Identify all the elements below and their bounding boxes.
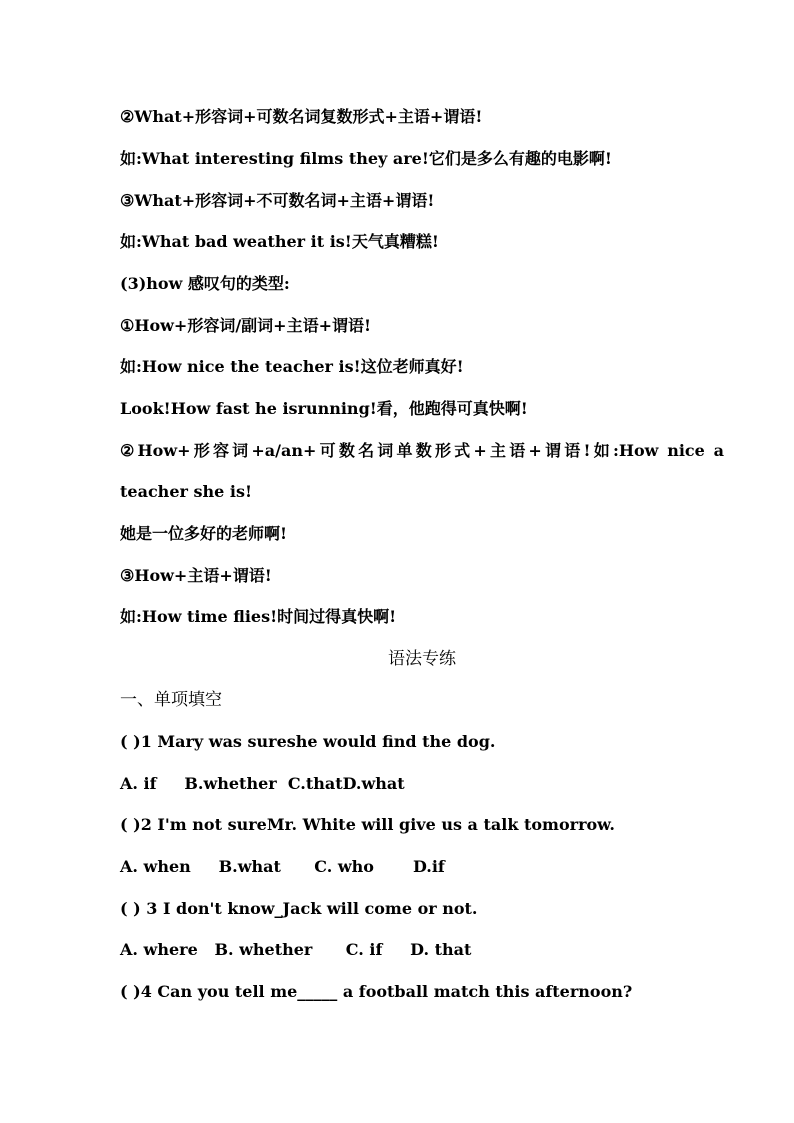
rule-how-a-an: ②How+形容词+a/an+可数名词单数形式+主语+谓语!如:How nice a [120, 441, 724, 460]
question-stem: ( )4 Can you tell me_____ a football match this afternoon? [120, 982, 633, 1001]
question-stem: ( )2 I'm not sureMr. White will give us a talk tomorrow. [120, 815, 615, 834]
how-type-heading: (3)how 感叹句的类型: [120, 274, 290, 293]
rule-how-a-an-continued: teacher she is! [120, 482, 252, 501]
question-stem: ( )1 Mary was sureshe would find the dog. [120, 732, 496, 751]
example-how-a-an-chinese: 她是一位多好的老师啊! [120, 524, 288, 543]
example-how-adjective-1: 如:How nice the teacher is!这位老师真好! [120, 357, 464, 376]
rule-how-subject: ③How+主语+谓语! [120, 566, 272, 585]
exercise-title: 语法专练 [388, 649, 456, 669]
example-what-uncountable: 如:What bad weather it is!天气真糟糕! [120, 232, 439, 251]
example-how-subject: 如:How time flies!时间过得真快啊! [120, 607, 397, 626]
question-options: A. where B. whether C. if D. that [120, 940, 472, 959]
section-heading: 一、单项填空 [120, 690, 222, 710]
example-what-plural: 如:What interesting films they are!它们是多么有趣的电影啊! [120, 149, 612, 168]
rule-what-plural: ②What+形容词+可数名词复数形式+主语+谓语! [120, 107, 483, 126]
question-stem: ( ) 3 I don't know_Jack will come or not. [120, 899, 478, 918]
example-how-adjective-2: Look!How fast he isrunning!看，他跑得可真快啊! [120, 399, 528, 418]
rule-how-adjective: ①How+形容词/副词+主语+谓语! [120, 316, 371, 335]
question-options: A. if B.whether C.thatD.what [120, 774, 405, 793]
question-options: A. when B.what C. who D.if [120, 857, 445, 876]
rule-what-uncountable: ③What+形容词+不可数名词+主语+谓语! [120, 191, 435, 210]
